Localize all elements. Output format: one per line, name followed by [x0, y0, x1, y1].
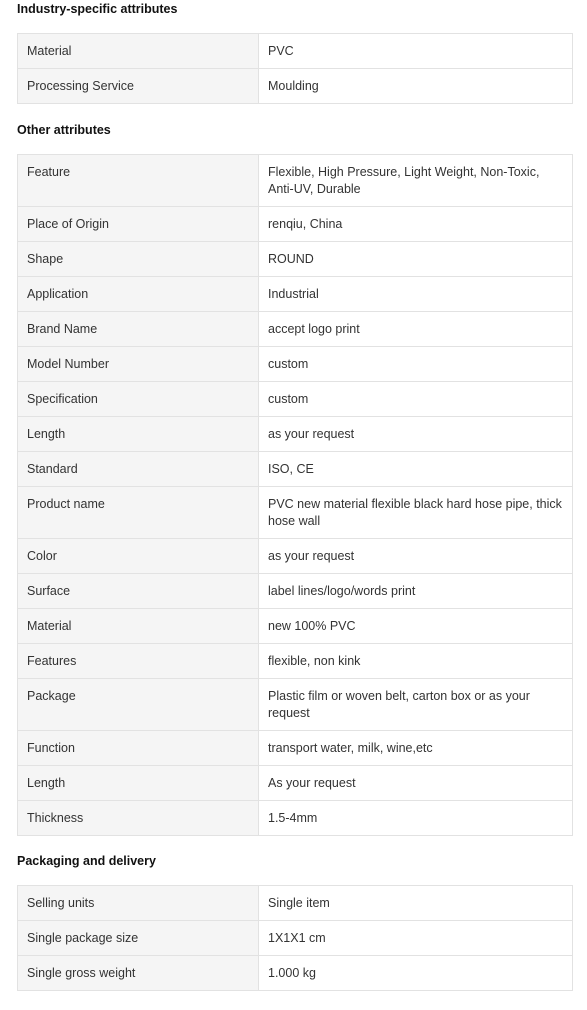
attribute-key: Features [18, 644, 259, 679]
attribute-key: Function [18, 731, 259, 766]
table-row [18, 886, 573, 921]
attribute-value: Single item [259, 886, 573, 921]
attribute-key: Place of Origin [18, 207, 259, 242]
attribute-value: as your request [259, 539, 573, 574]
table-row [18, 452, 573, 487]
packaging-delivery-table [17, 885, 573, 991]
attribute-value: label lines/logo/words print [259, 574, 573, 609]
attribute-value: accept logo print [259, 312, 573, 347]
attribute-value: Industrial [259, 277, 573, 312]
attribute-value: Moulding [259, 69, 573, 104]
attribute-value: PVC new material flexible black hard hose pipe, thick hose wall [259, 487, 573, 539]
attribute-key: Specification [18, 382, 259, 417]
section-title: Industry-specific attributes [17, 2, 178, 16]
attribute-key: Processing Service [18, 69, 259, 104]
table-row [18, 347, 573, 382]
table-row [18, 921, 573, 956]
attribute-key: Application [18, 277, 259, 312]
attribute-value: custom [259, 347, 573, 382]
industry-specific-section [17, 0, 573, 104]
attribute-key: Color [18, 539, 259, 574]
attribute-key: Thickness [18, 801, 259, 836]
attribute-value: flexible, non kink [259, 644, 573, 679]
attribute-value: Flexible, High Pressure, Light Weight, Non-Toxic, Anti-UV, Durable [259, 155, 573, 207]
table-row [18, 417, 573, 452]
table-row [18, 382, 573, 417]
table-row [18, 312, 573, 347]
attribute-value: new 100% PVC [259, 609, 573, 644]
table-row [18, 609, 573, 644]
table-row [18, 34, 573, 69]
section-title: Other attributes [17, 123, 111, 137]
attribute-key: Single package size [18, 921, 259, 956]
other-attributes-section [17, 121, 573, 836]
table-row [18, 644, 573, 679]
attribute-key: Package [18, 679, 259, 731]
table-row [18, 207, 573, 242]
attribute-value: 1X1X1 cm [259, 921, 573, 956]
industry-specific-table [17, 33, 573, 104]
table-row [18, 574, 573, 609]
table-row [18, 277, 573, 312]
table-row [18, 766, 573, 801]
attribute-value: 1.5-4mm [259, 801, 573, 836]
attribute-key: Feature [18, 155, 259, 207]
attribute-key: Brand Name [18, 312, 259, 347]
table-row [18, 242, 573, 277]
attribute-value: As your request [259, 766, 573, 801]
table-row [18, 731, 573, 766]
table-row [18, 679, 573, 731]
table-row [18, 155, 573, 207]
section-title: Packaging and delivery [17, 854, 156, 868]
attribute-value: ISO, CE [259, 452, 573, 487]
table-row [18, 801, 573, 836]
attribute-key: Selling units [18, 886, 259, 921]
table-row [18, 539, 573, 574]
attribute-value: 1.000 kg [259, 956, 573, 991]
table-row [18, 956, 573, 991]
attribute-key: Length [18, 417, 259, 452]
attribute-key: Shape [18, 242, 259, 277]
attribute-value: transport water, milk, wine,etc [259, 731, 573, 766]
attribute-key: Single gross weight [18, 956, 259, 991]
attribute-value: as your request [259, 417, 573, 452]
attribute-value: custom [259, 382, 573, 417]
product-attributes [17, 0, 573, 991]
attribute-value: PVC [259, 34, 573, 69]
attribute-value: renqiu, China [259, 207, 573, 242]
table-row [18, 487, 573, 539]
table-row [18, 69, 573, 104]
attribute-key: Surface [18, 574, 259, 609]
attribute-value: ROUND [259, 242, 573, 277]
attribute-key: Length [18, 766, 259, 801]
attribute-key: Material [18, 609, 259, 644]
attribute-key: Product name [18, 487, 259, 539]
attribute-value: Plastic film or woven belt, carton box or as your request [259, 679, 573, 731]
attribute-key: Material [18, 34, 259, 69]
attribute-key: Model Number [18, 347, 259, 382]
attribute-key: Standard [18, 452, 259, 487]
other-attributes-table [17, 154, 573, 836]
packaging-delivery-section [17, 852, 573, 991]
